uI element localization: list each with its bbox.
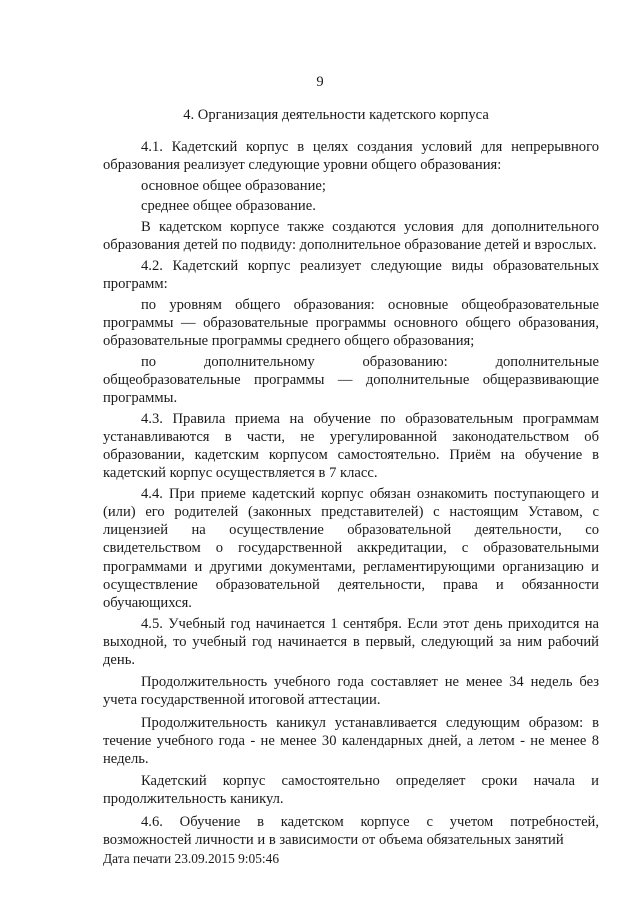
paragraph: основное общее образование; xyxy=(141,177,326,194)
paragraph: 4.4. При приеме кадетский корпус обязан ознакомить поступающего и (или) его родителей (законных представителей) с настоящим Уставом, с лицензией на осуществление образовательной деятельности, со свидетельством о государственной аккредитации, с образовательными программами и другими документами, регламентирующими организацию и осуществление образовательной деятельности, права и обязанности обучающихся. xyxy=(103,485,599,611)
paragraph: 4.2. Кадетский корпус реализует следующие виды образовательных программ: xyxy=(103,257,599,292)
paragraph: Продолжительность учебного года составляет не менее 34 недель без учета государственной итоговой аттестации. xyxy=(103,674,599,709)
section-title: 4. Организация деятельности кадетского корпуса xyxy=(183,107,489,123)
paragraph: 4.6. Обучение в кадетском корпусе с учетом потребностей, возможностей личности и в зависимости от объема обязательных занятий xyxy=(103,813,599,848)
document-body xyxy=(103,138,599,851)
page-number: 9 xyxy=(316,74,324,90)
paragraph: Кадетский корпус самостоятельно определяет сроки начала и продолжительность каникул. xyxy=(103,773,599,808)
paragraph: 4.1. Кадетский корпус в целях создания условий для непрерывного образования реализует следующие уровни общего образования: xyxy=(103,139,599,174)
paragraph: по уровням общего образования: основные общеобразовательные программы — образовательные программы основного общего образования, образовательные программы среднего общего образования; xyxy=(103,296,599,349)
paragraph: Продолжительность каникул устанавливается следующим образом: в течение учебного года - не менее 30 календарных дней, а летом - не менее 8 недель. xyxy=(103,714,599,768)
print-date-footer: Дата печати 23.09.2015 9:05:46 xyxy=(103,851,280,866)
paragraph: по дополнительному образованию: дополнительные общеобразовательные программы — дополнительные общеразвивающие программы. xyxy=(103,353,599,406)
paragraph: 4.3. Правила приема на обучение по образовательным программам устанавливаются в части, не урегулированной законодательством об образовании, кадетским корпусом самостоятельно. Приём на обучение в кадетский корпус осуществляется в 7 класс. xyxy=(103,410,599,482)
paragraph: среднее общее образование. xyxy=(141,198,316,215)
paragraph: В кадетском корпусе также создаются условия для дополнительного образования детей по подвиду: дополнительное образование детей и взрослых. xyxy=(103,218,599,254)
paragraph: 4.5. Учебный год начинается 1 сентября. Если этот день приходится на выходной, то учебный год начинается в первый, следующий за ним рабочий день. xyxy=(103,615,599,668)
